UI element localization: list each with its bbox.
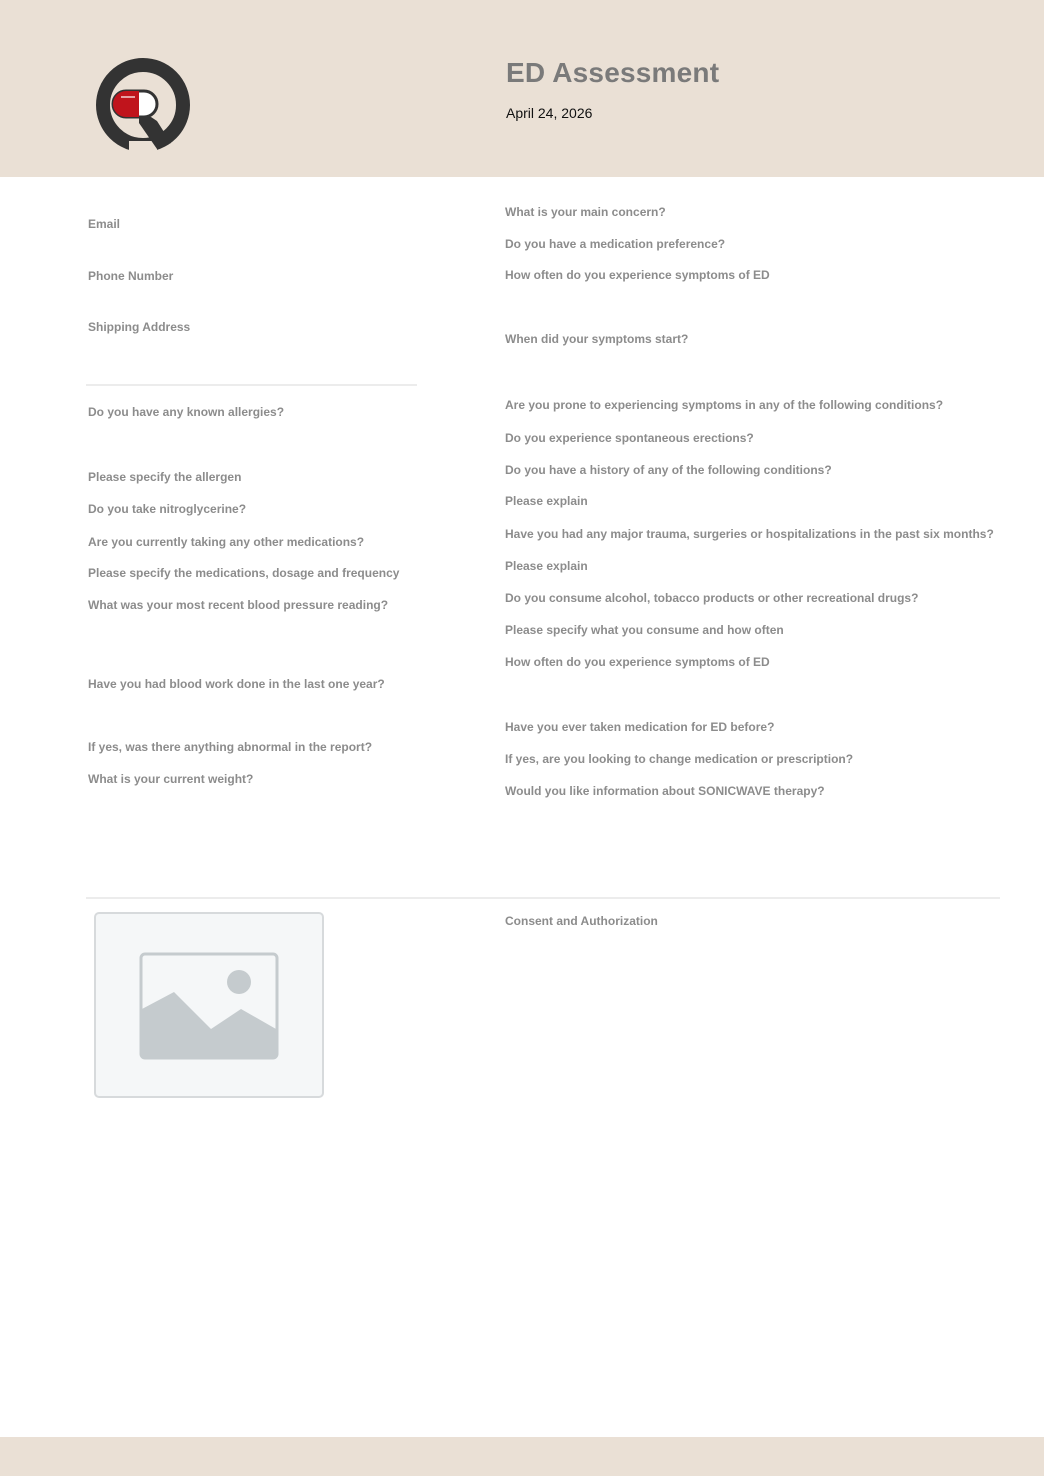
section-divider-consent [86,897,1000,899]
question-symptom-start: When did your symptoms start? [505,332,689,346]
signature-image-placeholder [94,912,324,1098]
question-other-medications: Are you currently taking any other medications? [88,535,365,549]
section-divider [86,384,417,386]
question-history-conditions: Do you have a history of any of the following conditions? [505,463,832,477]
question-blood-pressure: What was your most recent blood pressure reading? [88,598,389,612]
question-allergen: Please specify the allergen [88,470,242,484]
question-spontaneous-erections: Do you experience spontaneous erections? [505,431,754,445]
question-blood-work: Have you had blood work done in the last one year? [88,677,385,691]
rx-capsule-logo-icon [95,57,191,153]
question-medication-preference: Do you have a medication preference? [505,237,726,251]
field-label-shipping-address: Shipping Address [88,320,191,334]
question-main-concern: What is your main concern? [505,205,666,219]
question-symptom-conditions: Are you prone to experiencing symptoms in any of the following conditions? [505,398,944,412]
question-explain-trauma: Please explain [505,559,588,573]
question-substance-details: Please specify what you consume and how often [505,623,784,637]
question-prior-ed-medication: Have you ever taken medication for ED before? [505,720,775,734]
field-label-phone: Phone Number [88,269,174,283]
image-placeholder-icon [96,914,322,1096]
question-abnormal-report: If yes, was there anything abnormal in the report? [88,740,373,754]
question-weight: What is your current weight? [88,772,254,786]
document-date: April 24, 2026 [506,105,593,121]
question-substance-use: Do you consume alcohol, tobacco products or other recreational drugs? [505,591,919,605]
question-trauma-surgeries: Have you had any major trauma, surgeries or hospitalizations in the past six months? [505,527,994,541]
page-title: ED Assessment [506,57,720,88]
question-change-medication: If yes, are you looking to change medication or prescription? [505,752,854,766]
field-label-email: Email [88,217,121,231]
footer-banner [0,1437,1044,1476]
question-sonicwave-therapy: Would you like information about SONICWAVE therapy? [505,784,825,798]
question-explain-history: Please explain [505,494,588,508]
question-symptom-frequency: How often do you experience symptoms of ED [505,268,770,282]
header-banner [0,0,1044,177]
question-symptom-frequency-repeat: How often do you experience symptoms of ED [505,655,770,669]
question-medication-details: Please specify the medications, dosage and frequency [88,566,400,580]
question-nitroglycerine: Do you take nitroglycerine? [88,502,247,516]
question-allergies: Do you have any known allergies? [88,405,285,419]
consent-heading: Consent and Authorization [505,914,658,928]
